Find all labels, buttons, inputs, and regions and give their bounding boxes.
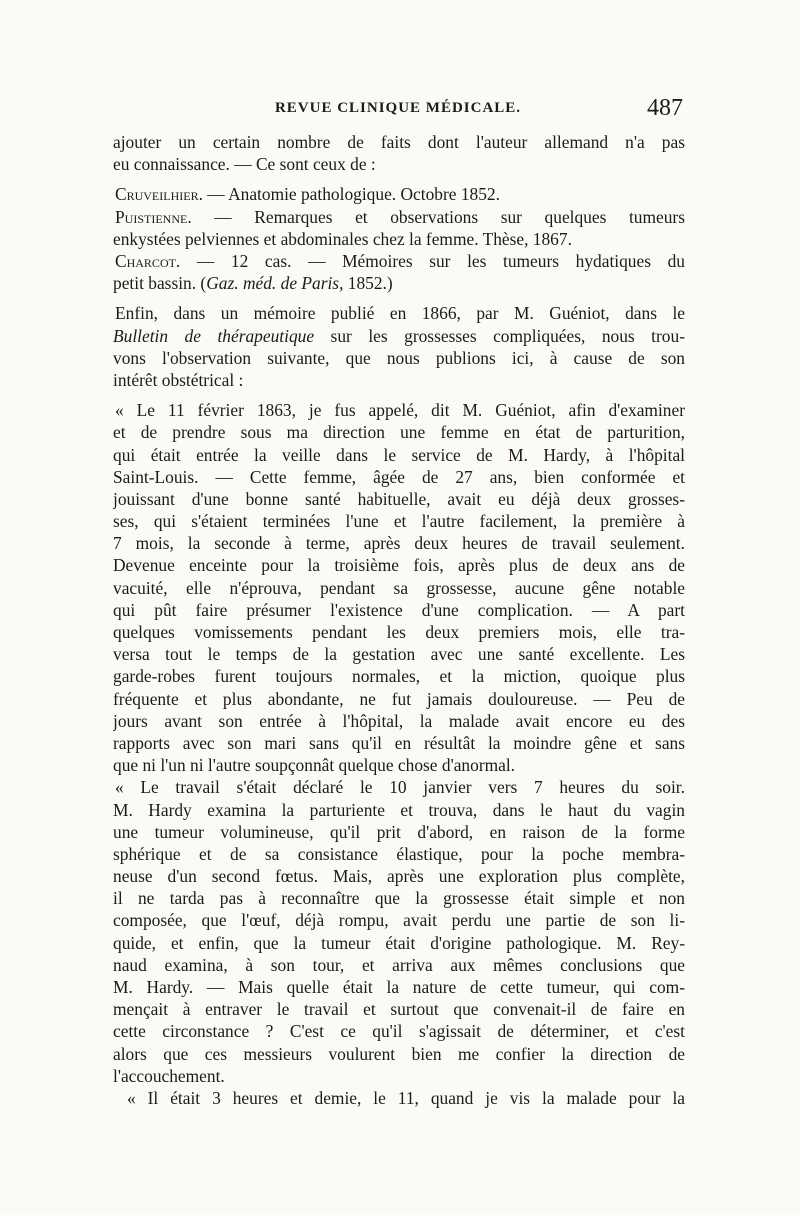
text-line: quelques vomissements pendant les deux premiers mois, elle tra-: [113, 622, 685, 643]
text-line: enkystées pelviennes et abdominales chez la femme. Thèse, 1867.: [113, 228, 572, 249]
text-line: cette circonstance ? C'est ce qu'il s'agissait de déterminer, et c'est: [113, 1021, 685, 1042]
text-line: Devenue enceinte pour la troisième fois, après plus de deux ans de: [113, 555, 685, 576]
reference-puistienne: [113, 206, 685, 228]
author-name: Charcot.: [115, 250, 181, 271]
text-line: garde-robes furent toujours normales, et la miction, quoique plus: [113, 666, 685, 687]
journal-title: Gaz. méd. de Paris: [206, 273, 340, 294]
body-text: [113, 131, 685, 1109]
running-head: [113, 95, 683, 121]
text-line: Saint-Louis. — Cette femme, âgée de 27 ans, bien conformée et: [113, 466, 685, 487]
text-line: vons l'observation suivante, que nous publions ici, à cause de son: [113, 347, 685, 368]
text-line: rapports avec son mari sans qu'il en résultât la moindre gêne et sans: [113, 732, 685, 753]
text-line: vacuité, elle n'éprouva, pendant sa grossesse, aucune gêne notable: [113, 577, 685, 598]
text-line: que ni l'un ni l'autre soupçonnât quelque chose d'anormal.: [113, 755, 516, 776]
text-line: « Le 11 février 1863, je fus appelé, dit M. Guéniot, afin d'examiner: [115, 400, 685, 421]
text-line: versa tout le temps de la gestation avec une santé excellente. Les: [113, 644, 685, 665]
text-line: Enfin, dans un mémoire publié en 1866, par M. Guéniot, dans le: [115, 303, 685, 324]
text-line: sphérique et de sa consistance élastique, pour la poche membra-: [113, 843, 685, 864]
text-line: l'accouchement.: [113, 1065, 225, 1086]
text-line: eu connaissance. — Ce sont ceux de :: [113, 154, 376, 175]
text-line: fréquente et plus abondante, ne fut jamais douloureuse. — Peu de: [113, 688, 685, 709]
text-line: intérêt obstétrical :: [113, 369, 244, 390]
text-line: [113, 272, 685, 294]
text-line: [113, 325, 685, 347]
text-line: naud examina, à son tour, et arriva aux mêmes conclusions que: [113, 954, 685, 975]
text-line: « Le travail s'était déclaré le 10 janvier vers 7 heures du soir.: [115, 777, 685, 798]
text-line: M. Hardy examina la parturiente et trouva, dans le haut du vagin: [113, 799, 685, 820]
reference-charcot: [113, 250, 685, 272]
text-line: neuse d'un second fœtus. Mais, après une exploration plus complète,: [113, 866, 685, 887]
text-line: composée, que l'œuf, déjà rompu, avait perdu une partie de son li-: [113, 910, 685, 931]
text-line: jouissant d'une bonne santé habituelle, avait eu déjà deux grosses-: [113, 488, 685, 509]
text-span: petit bassin. (: [113, 273, 207, 294]
text-line: et de prendre sous ma direction une femme en état de parturition,: [113, 422, 685, 443]
text-line: « Il était 3 heures et demie, le 11, quand je vis la malade pour la: [127, 1087, 685, 1108]
reference-text: — Anatomie pathologique. Octobre 1852.: [202, 184, 500, 205]
reference-text: — Remarques et observations sur quelques tumeurs: [191, 206, 685, 227]
text-line: M. Hardy. — Mais quelle était la nature de cette tumeur, qui com-: [113, 977, 685, 998]
text-line: jours avant son entrée à l'hôpital, la malade avait encore eu des: [113, 710, 685, 731]
text-line: ajouter un certain nombre de faits dont l'auteur allemand n'a pas: [113, 132, 685, 152]
author-name: Cruveilhier.: [115, 184, 203, 205]
text-line: 7 mois, la seconde à terme, après deux heures de travail seulement.: [113, 533, 685, 554]
text-line: une tumeur volumineuse, qu'il prit d'abord, en raison de la forme: [113, 821, 685, 842]
text-span: , 1852.): [339, 273, 393, 294]
text-span: sur les grossesses compliquées, nous trou-: [314, 325, 685, 346]
text-line: mençait à entraver le travail et surtout que convenait-il de faire en: [113, 999, 685, 1020]
text-line: alors que ces messieurs voulurent bien me confier la direction de: [113, 1043, 685, 1064]
author-name: Puistienne.: [115, 206, 192, 227]
reference-text: — 12 cas. — Mémoires sur les tumeurs hydatiques du: [180, 250, 685, 271]
text-line: quide, et enfin, que la tumeur était d'origine pathologique. M. Rey-: [113, 932, 685, 953]
text-line: qui était entrée la veille dans le service de M. Hardy, à l'hôpital: [113, 444, 685, 465]
running-title: REVUE CLINIQUE MÉDICALE.: [274, 100, 522, 116]
journal-title: Bulletin de thérapeutique: [113, 325, 315, 346]
text-line: qui pût faire présumer l'existence d'une complication. — A part: [113, 599, 685, 620]
text-line: ses, qui s'étaient terminées l'une et l'autre facilement, la première à: [113, 511, 685, 532]
text-line: il ne tarda pas à reconnaître que la grossesse était simple et non: [113, 888, 685, 909]
reference-cruveilhier: [113, 183, 685, 205]
page-number: 487: [647, 95, 683, 121]
